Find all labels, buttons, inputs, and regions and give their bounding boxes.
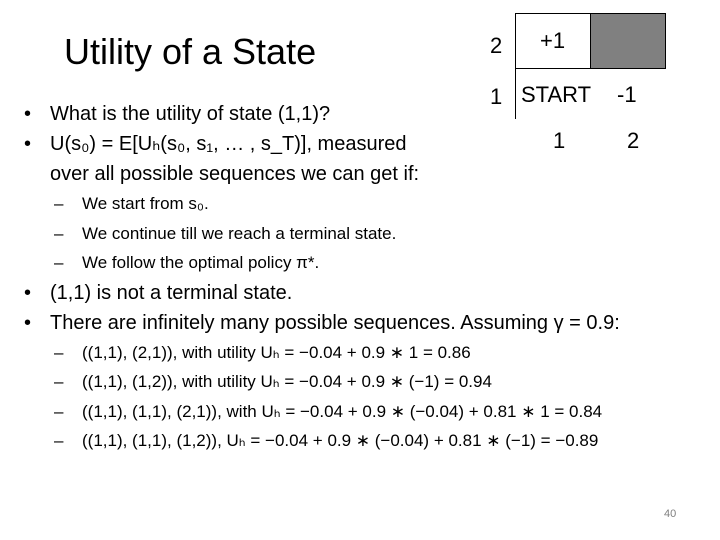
bullet-utility-definition-cont: over all possible sequences we can get if: — [50, 163, 420, 185]
bullet-list — [24, 99, 714, 456]
row-label-2: 2 — [490, 33, 503, 58]
start-label: START — [521, 82, 592, 107]
condition-item: – We start from s₀. — [24, 189, 714, 219]
col-label-1: 1 — [553, 128, 566, 153]
col-label-2: 2 — [627, 128, 640, 153]
bullet-infinite-sequences: • There are infinitely many possible sequences. Assuming γ = 0.9: — [24, 308, 714, 338]
reward-minus-label: -1 — [617, 82, 637, 107]
sequence-item: – ((1,1), (1,1), (1,2)), Uₕ = −0.04 + 0.9 ∗ (−0.04) + 0.81 ∗ (−1) = −0.89 — [24, 426, 714, 456]
slide-title: Utility of a State — [64, 31, 317, 72]
sequence-item: – ((1,1), (1,2)), with utility Uₕ = −0.04 + 0.9 ∗ (−1) = 0.94 — [24, 367, 714, 397]
bullet-question: • What is the utility of state (1,1)? — [24, 99, 714, 129]
bullet-utility-definition: • U(s₀) = E[Uₕ(s₀, s₁, … , s_T)], measured — [24, 129, 714, 159]
grid-cell-wall — [590, 13, 666, 69]
reward-plus-label: +1 — [540, 28, 566, 53]
page-number: 40 — [664, 508, 677, 520]
row-label-1: 1 — [490, 84, 503, 109]
condition-item: – We follow the optimal policy π*. — [24, 248, 714, 278]
sequence-item: – ((1,1), (2,1)), with utility Uₕ = −0.04 + 0.9 ∗ 1 = 0.86 — [24, 338, 714, 368]
condition-item: – We continue till we reach a terminal state. — [24, 219, 714, 249]
bullet-not-terminal: • (1,1) is not a terminal state. — [24, 278, 714, 308]
sequence-item: – ((1,1), (1,1), (2,1)), with Uₕ = −0.04 + 0.9 ∗ (−0.04) + 0.81 ∗ 1 = 0.84 — [24, 397, 714, 427]
